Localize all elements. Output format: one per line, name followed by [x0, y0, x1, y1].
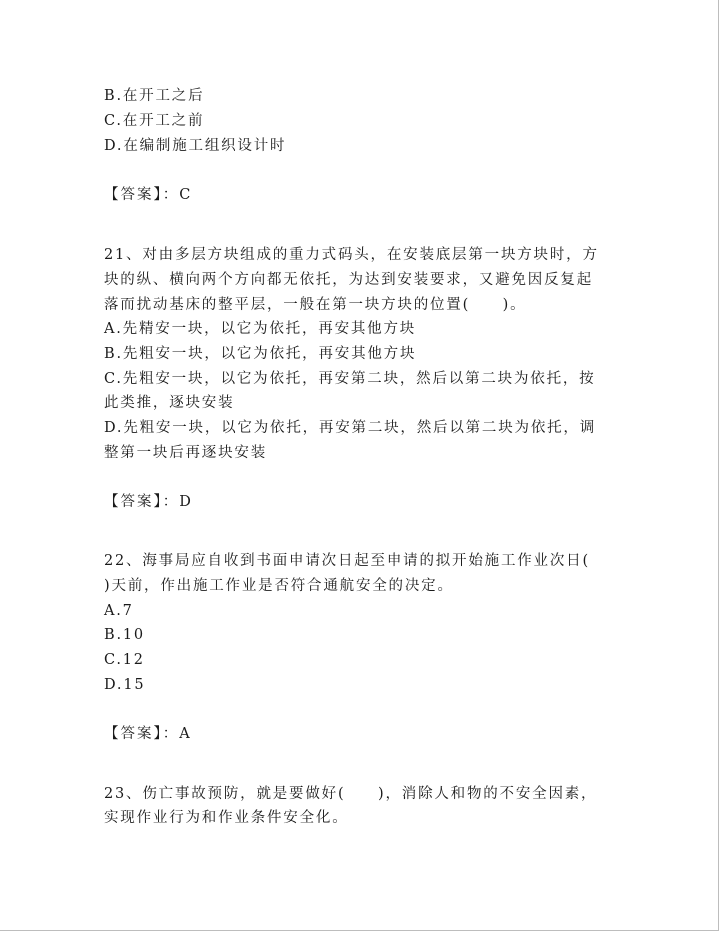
q20-option-b: B.在开工之后 [104, 88, 205, 104]
q21-stem-line-3: 落而扰动基床的整平层，一般在第一块方块的位置( )。 [104, 297, 527, 313]
q21-option-c-line-1: C.先粗安一块，以它为依托，再安第二块，然后以第二块为依托，按 [104, 371, 596, 387]
q20-option-d: D.在编制施工组织设计时 [104, 138, 287, 154]
q22-stem-line-2: )天前，作出施工作业是否符合通航安全的决定。 [104, 578, 454, 594]
q23-stem-line-1: 23、伤亡事故预防，就是要做好( )，消除人和物的不安全因素， [104, 786, 598, 802]
q22-option-c: C.12 [104, 652, 145, 668]
q22-option-d: D.15 [104, 677, 146, 693]
q23-stem-line-2: 实现作业行为和作业条件安全化。 [104, 810, 349, 826]
q21-stem-line-2: 块的纵、横向两个方向都无依托，为达到安装要求，又避免因反复起 [104, 272, 593, 288]
q21-stem-line-1: 21、对由多层方块组成的重力式码头，在安装底层第一块方块时，方 [104, 247, 599, 263]
q22-option-a: A.7 [104, 603, 134, 619]
q22-stem-line-1: 22、海事局应自收到书面申请次日起至申请的拟开始施工作业次日( [104, 553, 590, 569]
q22-option-b: B.10 [104, 627, 145, 643]
q22-answer: 【答案】：A [104, 726, 192, 742]
q21-option-a: A.先精安一块，以它为依托，再安其他方块 [104, 321, 417, 337]
q20-answer: 【答案】：C [104, 187, 193, 203]
q21-answer: 【答案】：D [104, 494, 193, 510]
q21-option-d-line-1: D.先粗安一块，以它为依托，再安第二块，然后以第二块为依托，调 [104, 420, 597, 436]
q21-option-c-line-2: 此类推，逐块安装 [104, 395, 235, 411]
q21-option-d-line-2: 整第一块后再逐块安装 [104, 445, 267, 461]
q20-option-c: C.在开工之前 [104, 113, 205, 129]
q21-option-b: B.先粗安一块，以它为依托，再安其他方块 [104, 346, 417, 362]
